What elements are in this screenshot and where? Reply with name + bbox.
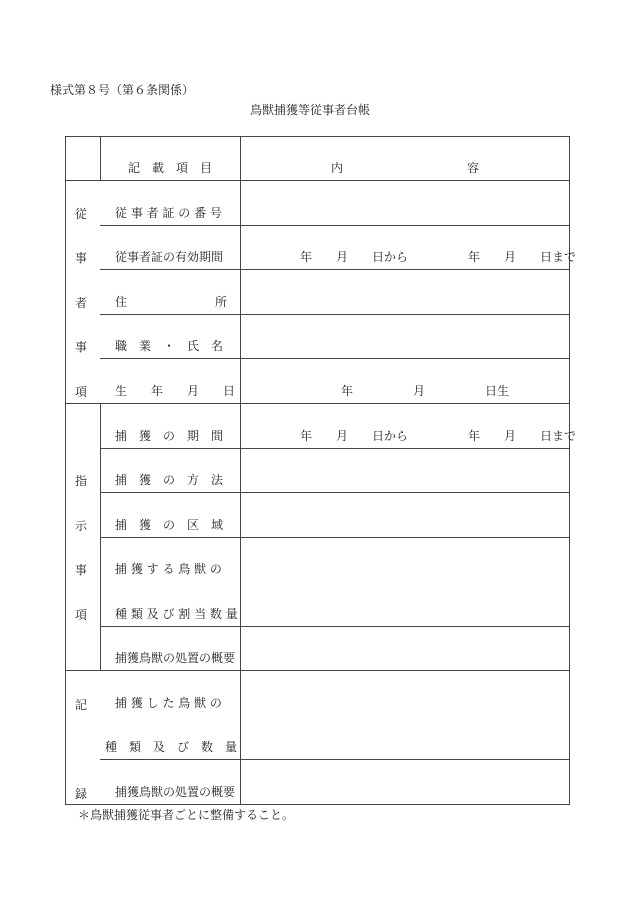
value-birth-date: 年 月 日生 (341, 384, 510, 398)
group1-char-3: 者 (74, 296, 87, 310)
form-number: 様式第８号（第６条関係） (50, 83, 195, 97)
group1-char-5: 項 (74, 385, 87, 399)
group1-char-1: 従 (74, 207, 87, 221)
label-certificate-number: 従 事 者 証 の 番 号 (115, 206, 222, 220)
label-capture-method: 捕 獲 の 方 法 (115, 473, 224, 487)
label-record-disposal-summary: 捕獲鳥獣の処置の概要 (115, 785, 236, 799)
label-captured-species-line2: 種 類 及 び 数 量 (105, 740, 238, 754)
header-content-right: 容 (467, 161, 480, 175)
label-captured-species-line1: 捕 獲 し た 鳥 獣 の (115, 696, 222, 710)
value-validity-period: 年 月 日から 年 月 日まで (300, 250, 577, 264)
label-capture-period: 捕 獲 の 期 間 (115, 429, 224, 443)
group2-char-4: 項 (74, 608, 87, 622)
group2-char-2: 示 (74, 519, 87, 533)
value-capture-period: 年 月 日から 年 月 日まで (300, 429, 577, 443)
label-target-species-line1: 捕 獲 す る 鳥 獣 の (115, 562, 222, 576)
label-birth-date: 生 年 月 日 (115, 384, 236, 398)
group2-char-3: 事 (74, 563, 87, 577)
label-address-right: 所 (215, 295, 228, 309)
group3-char-1: 記 (74, 698, 87, 712)
label-target-species-line2: 種 類 及 び 割 当 数 量 (115, 607, 238, 621)
label-disposal-summary: 捕獲鳥獣の処置の概要 (115, 651, 236, 665)
document-title: 鳥獣捕獲等従事者台帳 (250, 103, 371, 117)
group1-char-2: 事 (74, 251, 87, 265)
label-capture-area: 捕 獲 の 区 域 (115, 518, 224, 532)
group1-char-4: 事 (74, 340, 87, 354)
label-occupation-name: 職 業 ・ 氏 名 (115, 339, 224, 353)
label-address-left: 住 (115, 295, 128, 309)
footnote: ＊鳥獣捕獲従事者ごとに整備すること。 (78, 808, 295, 822)
group2-char-1: 指 (74, 474, 87, 488)
header-content-left: 内 (331, 161, 344, 175)
header-item-label: 記 載 項 目 (128, 161, 213, 175)
label-validity-period: 従事者証の有効期間 (115, 250, 224, 264)
group3-char-2: 録 (74, 787, 87, 801)
